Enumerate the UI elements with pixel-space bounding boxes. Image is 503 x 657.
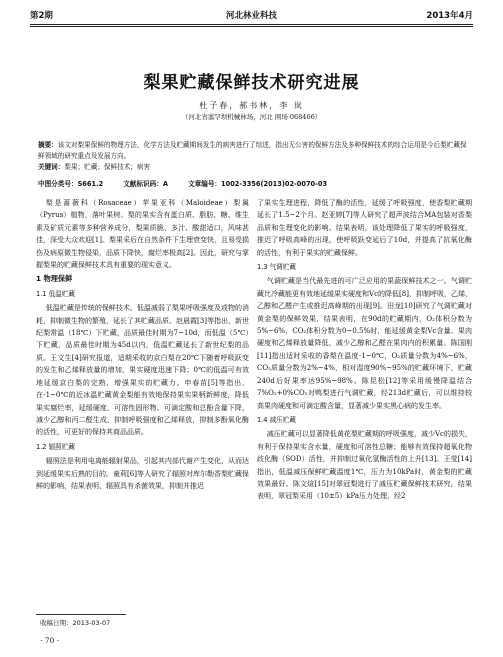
paragraph-1-1: 低温贮藏是传统的保鲜技术。低温减弱了梨果呼吸强度及或物的消耗，抑制微生物的繁殖，延长了其贮藏品质。赵晨霞[3]等指出，新世纪梨常温（18℃）下贮藏，品质最佳时期为7~10d，而低温（5℃）下贮藏，品质最佳时期为45d以内，低温贮藏延长了新世纪梨的品质。王文生[4]研究报道，适期采收的京白梨在20℃下随着呼吸跃变的发生和乙烯释放量的增加，果实硬度迅速下降；0℃的低温可有效地延缓京白梨的完熟，增强果实的贮藏力。申春苗[5]等指出，在-1~0℃的近冰温贮藏黄金梨能有效地保持果实果柄新鲜度，降低果实腐烂率，延缓硬度、可溶性固形物、可滴定酸和总酚含量下降，减少乙醇和丙二醛生成，抑制呼吸强度和乙烯释放，抑制多酚氧化酶的活性，可更好的保持其商品品质。	[36, 304, 249, 437]
paragraph-1-4: 减压贮藏可以显著降低黄花梨贮藏期的呼吸强度，减少Vc的损失，有利于保持果实含水量，硬度和可溶性总糖；能够有效保持超氧化物歧化酶（SOD）活性，并抑制过氧化氢酶活性的上升[13]。王莹[14]指出，低温减压保鲜贮藏温度1℃，压力为10kPa时，黄金梨的贮藏效果最好。陈文煊[15]对翠冠梨进行了减压贮藏保鲜技术研究，结果表明，翠冠梨采用（10±5）kPa压力处理，经2	[257, 430, 472, 501]
abstract	[38, 140, 473, 173]
page-number: · 70 ·	[40, 636, 60, 645]
header-rule-thin	[30, 26, 473, 27]
issue-number: 第2期	[30, 11, 53, 21]
article-no-label: 文章编号：	[188, 180, 222, 188]
subsection-heading-1-3: 1.3 气调贮藏	[257, 263, 296, 272]
paper-title: 梨果贮藏保鲜技术研究进展	[143, 73, 360, 93]
left-column	[36, 197, 249, 492]
affiliation: （河北省塞罕坝机械林场，河北 围场 068466）	[181, 113, 322, 121]
doc-code-label: 文献标识码：	[123, 180, 163, 188]
clc-label: 中图分类号：	[38, 180, 78, 188]
subsection-heading-1-1: 1.1 低温贮藏	[36, 289, 75, 298]
subsection-heading-1-2: 1.2 辐照贮藏	[36, 442, 75, 451]
authors: 杜子春，郝书林，李 岚	[199, 101, 304, 110]
paragraph-1-2: 辐照法是利用电离能辐射果品，引起其内部代谢产生变化，从而达到延缓果实后熟的目的。童莉[6]等人研究了辐照对库尔勒香梨贮藏保鲜的影响，结果表明，辐照具有杀菌效果，抑制并推迟	[36, 457, 249, 490]
subsection-heading-1-4: 1.4 减压贮藏	[257, 415, 296, 424]
journal-name: 河北林业科技	[225, 11, 277, 21]
keywords-text: 梨果；贮藏；保鲜技术；病害	[64, 163, 151, 171]
paragraph-1-3: 气调贮藏是当代最先进的可广泛应用的果蔬保鲜技术之一。气调贮藏比冷藏能更有效地延缓果实硬度和Vc的降低[8]，抑制呼吸，乙烯，乙醇和乙醛产生或推迟高峰期的出现[9]。田龙[10]研究了气调贮藏对黄金梨的保鲜效果，结果表明，在90d的贮藏期内，O₂体积分数为5%~6%，CO₂体积分数为0~0.5%时，能延缓黄金梨Vc含量、果肉硬度和乙烯释放量降低，减少乙醇和乙醛在果肉内的积累量。陈国刚[11]指出适时采收的香梨在温度-1~0℃，O₂质量分数为4%~6%，CO₂质量分数为2%~4%，相对湿度90%~95%的贮藏环境下，贮藏240d后好果率达95%~98%。陈昆松[12]等采用缓慢降温结合7%O₂+0%CO₂对鸭梨进行气调贮藏，经213d贮藏后，可以维持较高果肉硬度和可滴定酸含量，显著减少果实黑心病的发生率。	[257, 277, 472, 410]
right-column	[257, 197, 472, 503]
article-no-value: 1002-3356(2013)02-0070-03	[221, 180, 328, 188]
running-header	[30, 9, 473, 23]
classification-line	[38, 179, 473, 190]
abstract-text: 该文对梨果保鲜的物理方法、化学方法及贮藏期间发生的病害进行了综述，指出无公害的保鲜方法及多种保鲜技术的综合运用是今后梨贮藏保鲜领域的研究重点及发展方向。	[38, 141, 467, 160]
paragraph-1-2-cont: 了果实生理进程，降低了酶的活性，延缓了呼吸强度，使香梨贮藏期延长了1.5~2个月。赵亚婷[7]等人研究了超声波结合MA包装对香梨品质和生理变化的影响。结果表明，该处理降低了果实的呼吸强度，推迟了呼吸高峰的出现，使呼吸跃变延后了10d，并提高了抗氧化酶的活性，有利于果实的贮藏保鲜。	[257, 199, 472, 257]
keywords-label: 关键词：	[38, 163, 65, 171]
abstract-label: 摘要：	[38, 141, 58, 149]
intro-paragraph: 梨是蔷薇科（Rosaceae）苹果亚科（Maloideae）梨属（Pyrus）植物，落叶果树。梨的果实含有蛋白质、脂肪、糖、维生素及矿质元素等多种营养成分，梨果质脆、多汁、酸甜适口，风味甚佳，深受大众欢迎[1]。梨果采后在自然条件下生理衰变快，且易受损伤及病原微生物侵染，品质下降快，腐烂率极高[2]。因此，研究与掌握梨果的贮藏保鲜技术具有重要的现实意义。	[36, 199, 249, 270]
header-rule	[30, 24, 473, 25]
section-heading-1: 1 物理保鲜	[36, 274, 73, 284]
received-date: 收稿日期：2013-03-07	[40, 619, 111, 627]
issue-date: 2013年4月	[426, 11, 473, 21]
clc-value: S661.2	[77, 180, 104, 188]
footnote-rule	[36, 614, 126, 615]
doc-code-value: A	[162, 180, 168, 188]
